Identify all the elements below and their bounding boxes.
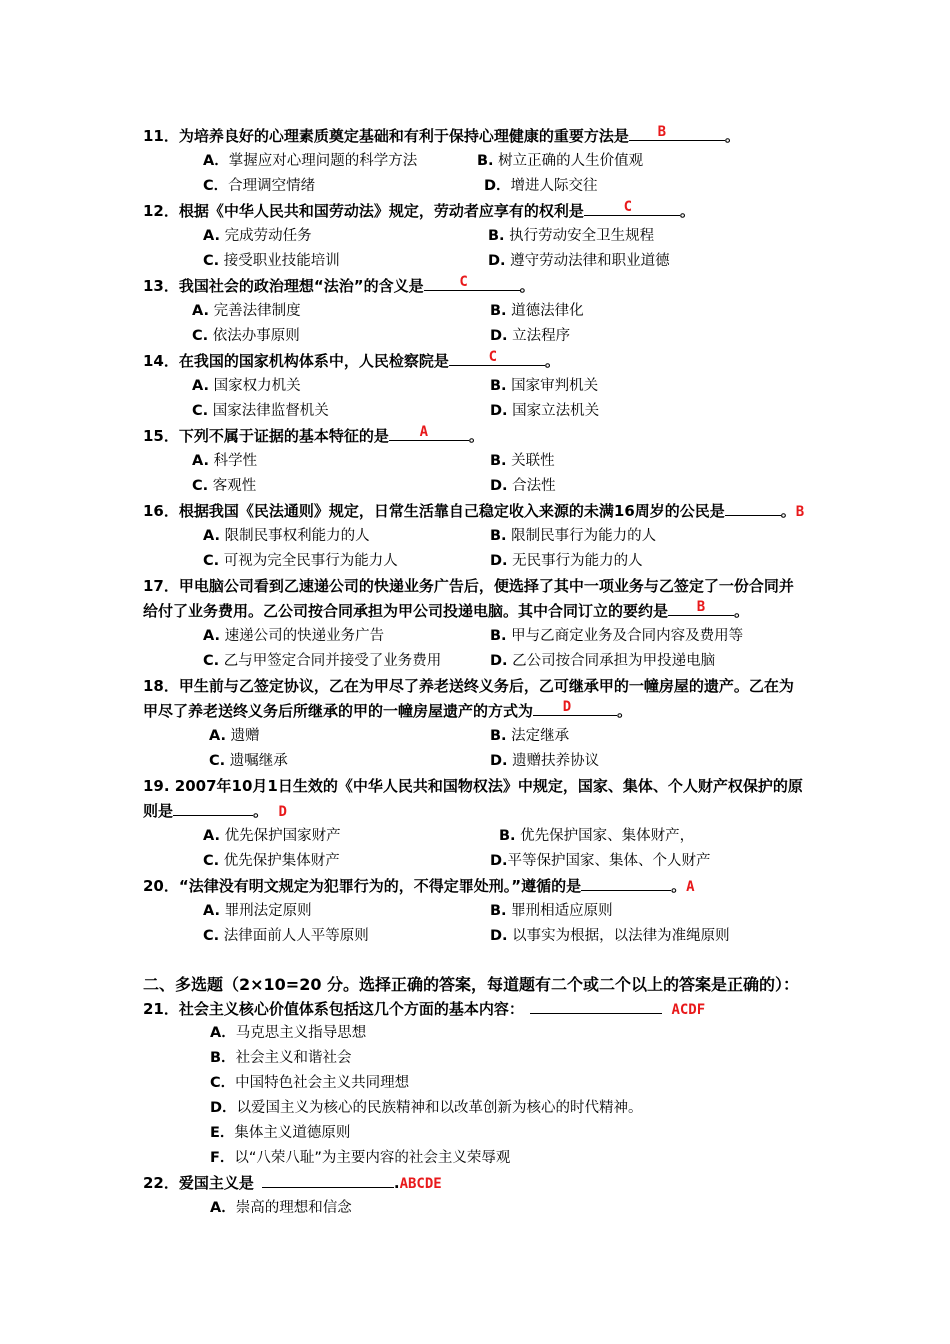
question-22-stem: 22．爱国主义是 .ABCDE [143, 1171, 442, 1196]
question-15-stem: 15．下列不属于证据的基本特征的是 A 。 [143, 424, 484, 449]
option-c: C. 法律面前人人平等原则 [203, 928, 369, 944]
question-17-stem-line1: 17．甲电脑公司看到乙速递公司的快递业务广告后，便选择了其中一项业务与乙签定了一份合同并 [143, 577, 794, 595]
answer-mark: B [657, 124, 667, 140]
option-d: D.平等保护国家、集体、个人财产 [490, 853, 711, 869]
answer-mark: ACDF [671, 1002, 706, 1018]
option-a: A. 国家权力机关 [192, 378, 301, 394]
option-c: C. 可视为完全民事行为能力人 [203, 553, 398, 569]
answer-blank [262, 1171, 394, 1188]
question-13-stem: 13．我国社会的政治理想“法治”的含义是 C 。 [143, 274, 535, 299]
answer-blank [424, 274, 520, 291]
option-b: B. 道德法律化 [490, 303, 584, 319]
option-a: A．掌握应对心理问题的科学方法 [203, 153, 418, 169]
answer-blank [581, 874, 671, 891]
question-18-stem-line1: 18．甲生前与乙签定协议，乙在为甲尽了养老送终义务后，乙可继承甲的一幢房屋的遗产。乙在为 [143, 677, 794, 695]
option-b: B. 罪刑相适应原则 [490, 903, 613, 919]
option-b: B. 国家审判机关 [490, 378, 599, 394]
answer-mark: B [795, 504, 805, 520]
answer-mark: C [459, 274, 468, 290]
option-a: A. 完成劳动任务 [203, 228, 312, 244]
answer-mark: A [419, 424, 429, 440]
option-d: D. 合法性 [490, 478, 556, 494]
answer-blank [533, 699, 617, 716]
option-c: C. 依法办事原则 [192, 328, 300, 344]
answer-mark: C [488, 349, 498, 365]
option-c: C. 乙与甲签定合同并接受了业务费用 [203, 653, 442, 669]
option-b: B. 甲与乙商定业务及合同内容及费用等 [490, 628, 744, 644]
answer-blank [629, 124, 725, 141]
question-18-stem: 甲尽了养老送终义务后所继承的甲的一幢房屋遗产的方式为 D 。 [143, 699, 632, 724]
option-b: B. 树立正确的人生价值观 [477, 153, 644, 169]
question-19-stem-line1: 19. 2007年10月1日生效的《中华人民共和国物权法》中规定，国家、集体、个人财产权保护的原 [143, 777, 803, 795]
option-a: A．崇高的理想和信念 [210, 1200, 352, 1216]
option-b: B. 关联性 [490, 453, 555, 469]
option-c: C. 遗嘱继承 [209, 753, 288, 769]
answer-mark: A [686, 879, 695, 895]
question-20-stem: 20．“法律没有明文规定为犯罪行为的，不得定罪处刑。”遵循的是 。A [143, 874, 695, 899]
option-e: E．集体主义道德原则 [210, 1125, 351, 1141]
question-21-stem: 21．社会主义核心价值体系包括这几个方面的基本内容： ACDF [143, 997, 705, 1022]
option-a: A. 限制民事权利能力的人 [203, 528, 370, 544]
option-a: A．马克思主义指导思想 [210, 1025, 367, 1041]
question-11-stem: 11．为培养良好的心理素质奠定基础和有利于保持心理健康的重要方法是 B 。 [143, 124, 740, 149]
answer-mark: ABCDE [399, 1176, 442, 1192]
option-a: A. 优先保护国家财产 [203, 828, 341, 844]
question-17-stem: 给付了业务费用。乙公司按合同承担为甲公司投递电脑。其中合同订立的要约是 B 。 [143, 599, 749, 624]
answer-blank [530, 997, 662, 1014]
option-c: C. 国家法律监督机关 [192, 403, 329, 419]
option-d: D. 立法程序 [490, 328, 571, 344]
option-c: C. 优先保护集体财产 [203, 853, 340, 869]
option-d: D. 遗赠扶养协议 [490, 753, 600, 769]
answer-blank [449, 349, 545, 366]
answer-mark: B [696, 599, 706, 615]
answer-mark: D [278, 804, 287, 820]
option-c: C．中国特色社会主义共同理想 [210, 1075, 410, 1091]
option-b: B．社会主义和谐社会 [210, 1050, 352, 1066]
option-f: F．以“八荣八耻”为主要内容的社会主义荣辱观 [210, 1150, 511, 1166]
question-14-stem: 14．在我国的国家机构体系中，人民检察院是 C 。 [143, 349, 560, 374]
section-title: 二、多选题（2×10=20 分。选择正确的答案，每道题有二个或二个以上的答案是正确的）： [143, 975, 800, 994]
option-c: C. 客观性 [192, 478, 257, 494]
question-16-stem: 16．根据我国《民法通则》规定，日常生活靠自己稳定收入来源的未满16周岁的公民是 。B [143, 499, 804, 524]
option-d: D. 国家立法机关 [490, 403, 600, 419]
option-a: A. 科学性 [192, 453, 258, 469]
answer-mark: D [562, 699, 572, 715]
option-d: D．以爱国主义为核心的民族精神和以改革创新为核心的时代精神。 [210, 1100, 643, 1116]
option-b: B. 限制民事行为能力的人 [490, 528, 657, 544]
option-d: D. 无民事行为能力的人 [490, 553, 643, 569]
option-b: B. 执行劳动安全卫生规程 [488, 228, 655, 244]
option-b: B. 优先保护国家、集体财产， [499, 828, 695, 844]
option-b: B. 法定继承 [490, 728, 570, 744]
answer-blank [584, 199, 680, 216]
question-19-stem: 则是 。 D [143, 799, 287, 824]
answer-blank [725, 499, 781, 516]
option-a: A. 速递公司的快递业务广告 [203, 628, 385, 644]
option-c: C. 接受职业技能培训 [203, 253, 340, 269]
answer-blank [668, 599, 734, 616]
option-d: D. 遵守劳动法律和职业道德 [488, 253, 670, 269]
option-d: D. 以事实为根据，以法律为准绳原则 [490, 928, 730, 944]
question-12-stem: 12．根据《中华人民共和国劳动法》规定，劳动者应享有的权利是 C 。 [143, 199, 695, 224]
answer-mark: C [623, 199, 633, 215]
option-a: A. 完善法律制度 [192, 303, 301, 319]
option-a: A. 罪刑法定原则 [203, 903, 312, 919]
answer-blank [389, 424, 469, 441]
option-a: A. 遗赠 [209, 728, 260, 744]
answer-blank [173, 799, 253, 816]
option-d: D. 乙公司按合同承担为甲投递电脑 [490, 653, 716, 669]
option-c: C．合理调空情绪 [203, 178, 316, 194]
option-d: D．增进人际交往 [484, 178, 598, 194]
